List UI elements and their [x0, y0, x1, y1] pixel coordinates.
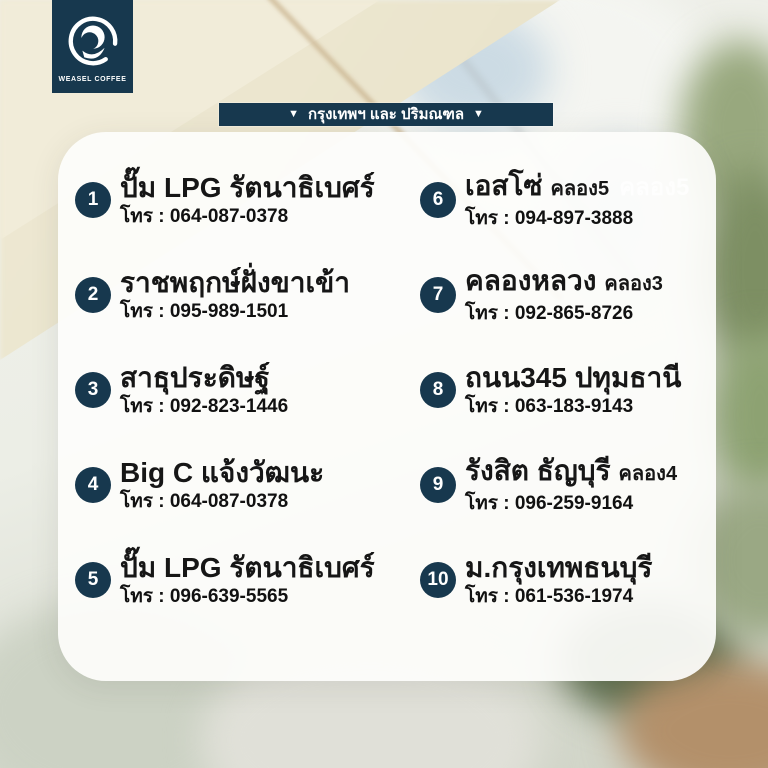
location-item-5	[75, 551, 405, 608]
location-name: ปั๊ม LPG รัตนาธิเบศร์	[120, 171, 375, 203]
number-badge: 3	[75, 372, 111, 408]
location-phone: โทร : 061-536-1974	[465, 585, 634, 607]
location-subname: คลอง5	[550, 177, 610, 200]
number-badge: 1	[75, 182, 111, 218]
location-item-3	[75, 361, 405, 418]
location-name: ราชพฤกษ์ฝั่งขาเข้า	[120, 266, 350, 298]
location-item-1	[75, 171, 405, 228]
triangle-down-icon: ▼	[473, 108, 484, 120]
location-subname: คลอง3	[604, 272, 663, 295]
brand-name-label: WEASEL COFFEE	[58, 76, 127, 83]
location-phone: โทร : 092-865-8726	[465, 302, 634, 324]
location-phone: โทร : 094-897-3888	[465, 207, 634, 229]
location-item-9	[420, 456, 750, 513]
location-name: คลองหลวง คลอง3	[465, 264, 663, 296]
region-banner-label: กรุงเทพฯ และ ปริมณฑล	[307, 106, 465, 123]
location-phone: โทร : 092-823-1446	[120, 395, 289, 417]
location-name: ถนน345 ปทุมธานี	[465, 361, 682, 393]
location-name: รังสิต ธัญบุรี คลอง4	[465, 454, 678, 486]
location-item-2	[75, 266, 405, 323]
triangle-down-icon: ▼	[288, 108, 299, 120]
location-phone: โทร : 096-259-9164	[465, 492, 634, 514]
location-name: สาธุประดิษฐ์	[120, 361, 270, 393]
location-phone: โทร : 095-989-1501	[120, 300, 289, 322]
number-badge: 4	[75, 467, 111, 503]
number-badge: 5	[75, 562, 111, 598]
brand-logo-box	[52, 0, 133, 93]
location-name: ม.กรุงเทพธนบุรี	[465, 551, 653, 583]
number-badge: 2	[75, 277, 111, 313]
location-name: เอสโซ่ คลอง5 คลอง5	[465, 169, 690, 201]
location-phone: โทร : 096-639-5565	[120, 585, 289, 607]
region-banner	[219, 103, 553, 126]
number-badge: 9	[420, 467, 456, 503]
number-badge: 10	[420, 562, 456, 598]
location-phone: โทร : 064-087-0378	[120, 490, 289, 512]
locations-column-right	[420, 171, 750, 646]
location-phone: โทร : 064-087-0378	[120, 205, 289, 227]
location-item-10	[420, 551, 750, 608]
location-name: ปั๊ม LPG รัตนาธิเบศร์	[120, 551, 375, 583]
locations-card	[58, 132, 716, 681]
location-phone: โทร : 063-183-9143	[465, 395, 634, 417]
ghost-watermark-text: คลอง5	[619, 173, 690, 201]
location-name: Big C แจ้งวัฒนะ	[120, 456, 325, 488]
location-subname: คลอง4	[618, 462, 678, 485]
number-badge: 8	[420, 372, 456, 408]
location-item-7	[420, 266, 750, 323]
location-item-6	[420, 171, 750, 228]
locations-column-left	[75, 171, 405, 646]
location-item-4	[75, 456, 405, 513]
location-item-8	[420, 361, 750, 418]
weasel-coffee-logo-icon	[64, 12, 122, 70]
number-badge: 6	[420, 182, 456, 218]
number-badge: 7	[420, 277, 456, 313]
